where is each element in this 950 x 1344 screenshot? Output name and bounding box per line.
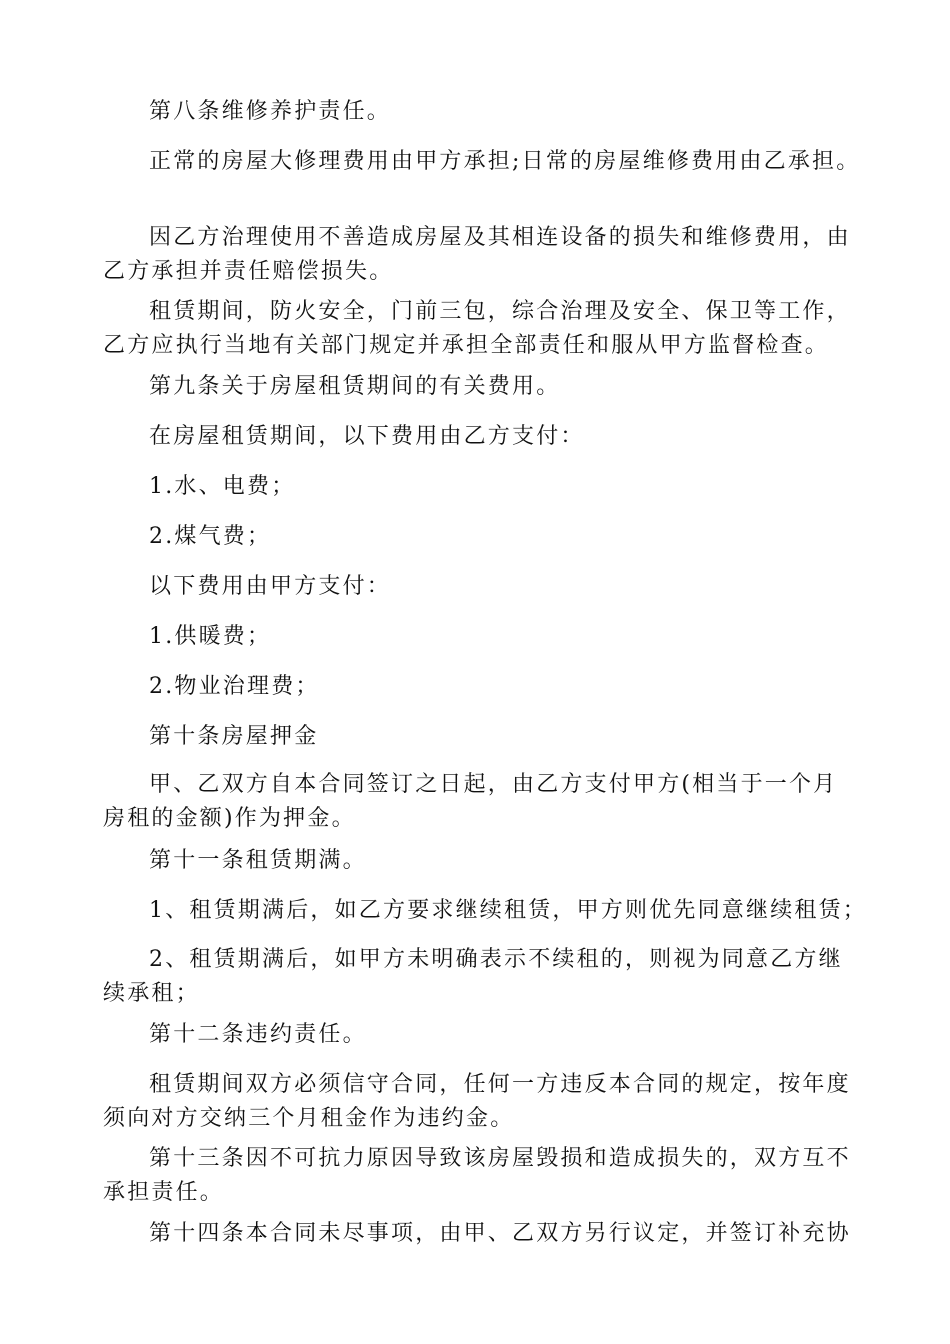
paragraph-line: 1、租赁期满后，如乙方要求继续租赁，甲方则优先同意继续租赁；: [149, 898, 867, 923]
paragraph: [103, 844, 853, 878]
paragraph-line: 2.物业治理费；: [149, 674, 320, 699]
paragraph-line: 因乙方治理使用不善造成房屋及其相连设备的损失和维修费用，由: [149, 225, 851, 250]
paragraph-line: 在房屋租赁期间，以下费用由乙方支付：: [149, 424, 585, 449]
paragraph-line: 乙方承担并责任赔偿损失。: [103, 259, 394, 284]
paragraph-line: 1.供暖费；: [149, 624, 272, 649]
paragraph-line: 承担责任。: [103, 1180, 225, 1205]
paragraph: [103, 943, 853, 1011]
paragraph: [103, 470, 853, 504]
paragraph-line: 第九条关于房屋租赁期间的有关费用。: [149, 374, 561, 399]
paragraph-line: 第十二条违约责任。: [149, 1022, 367, 1047]
paragraph-line: 第十四条本合同未尽事项，由甲、乙双方另行议定，并签订补充协: [149, 1221, 851, 1246]
paragraph: [103, 720, 853, 754]
paragraph: [103, 295, 853, 363]
paragraph-line: 第八条维修养护责任。: [149, 99, 392, 124]
paragraph-line: 须向对方交纳三个月租金作为违约金。: [103, 1106, 515, 1131]
paragraph-line: 第十条房屋押金: [149, 724, 319, 749]
paragraph: [103, 768, 853, 836]
paragraph: [103, 95, 853, 129]
paragraph: [103, 370, 853, 404]
paragraph-line: 租赁期间双方必须信守合同，任何一方违反本合同的规定，按年度: [149, 1072, 851, 1097]
paragraph-line: 甲、乙双方自本合同签订之日起，由乙方支付甲方(相当于一个月: [149, 772, 838, 797]
paragraph: [103, 145, 861, 179]
paragraph-line: 2、租赁期满后，如甲方未明确表示不续租的，则视为同意乙方继: [149, 947, 843, 972]
paragraph: [103, 520, 853, 554]
paragraph-line: 第十三条因不可抗力原因导致该房屋毁损和造成损失的，双方互不: [149, 1146, 851, 1171]
paragraph-line: 乙方应执行当地有关部门规定并承担全部责任和服从甲方监督检查。: [103, 333, 830, 358]
paragraph-line: 1.水、电费；: [149, 474, 296, 499]
paragraph-line: 以下费用由甲方支付：: [149, 574, 392, 599]
paragraph: [103, 620, 853, 654]
paragraph: [103, 670, 853, 704]
paragraph-line: 2.煤气费；: [149, 524, 272, 549]
paragraph: [103, 1142, 853, 1210]
paragraph: [103, 1217, 853, 1251]
paragraph: [103, 420, 853, 454]
paragraph-line: 正常的房屋大修理费用由甲方承担;日常的房屋维修费用由乙承担。: [149, 149, 861, 174]
paragraph-line: 房租的金额)作为押金。: [103, 806, 356, 831]
paragraph-line: 租赁期间，防火安全，门前三包，综合治理及安全、保卫等工作，: [149, 299, 851, 324]
paragraph: [103, 221, 853, 289]
paragraph: [103, 570, 853, 604]
paragraph: [103, 894, 867, 928]
paragraph-line: 第十一条租赁期满。: [149, 848, 367, 873]
paragraph: [103, 1018, 853, 1052]
paragraph: [103, 1068, 853, 1136]
paragraph-line: 续承租；: [103, 981, 200, 1006]
